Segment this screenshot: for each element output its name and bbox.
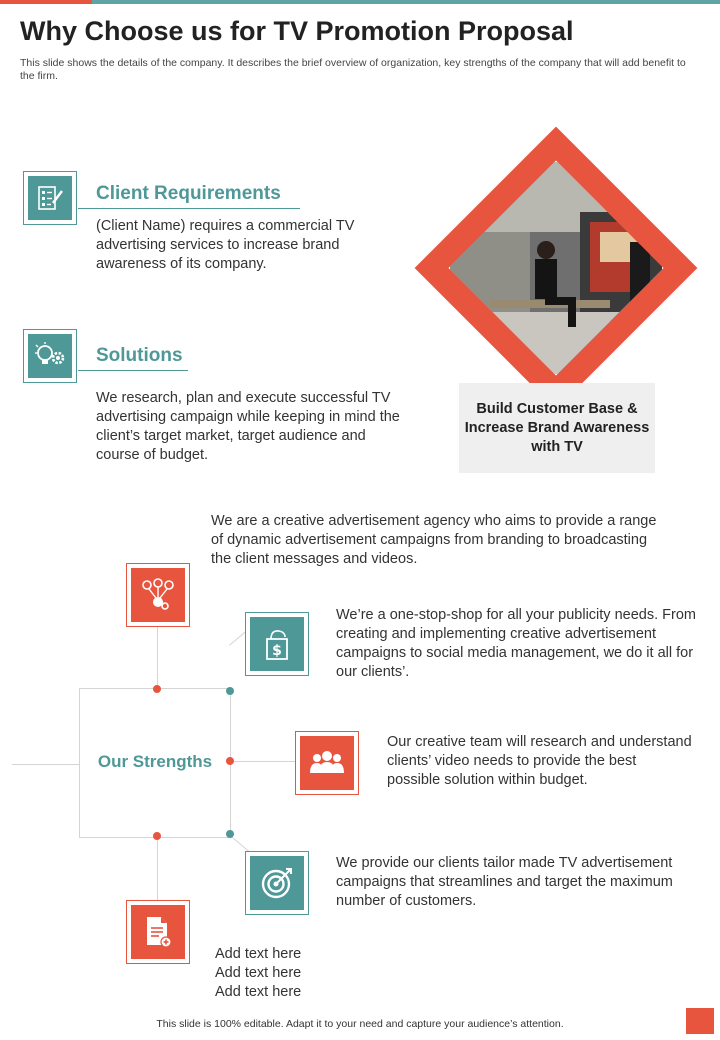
network-icon-box	[126, 563, 190, 627]
connector-team	[229, 761, 295, 762]
page-title: Why Choose us for TV Promotion Proposal	[20, 16, 574, 46]
connector-top-red	[157, 626, 158, 688]
connector-dot	[153, 685, 161, 693]
strength-text-3: Our creative team will research and understand clients’ video needs to provide the best possible solution within budget.	[387, 734, 692, 788]
connector-bottom-red	[157, 836, 158, 902]
placeholder-text: Add text here	[215, 946, 302, 962]
client-requirements-text: (Client Name) requires a commercial TV advertising services to increase brand awareness of its company.	[96, 218, 355, 272]
connector-dot	[226, 757, 234, 765]
client-requirements-underline	[78, 208, 300, 209]
top-bar-teal	[92, 0, 720, 4]
strength-text-4: We provide our clients tailor made TV advertisement campaigns that streamlines and target the maximum number of customers.	[336, 855, 673, 909]
target-icon-box	[245, 851, 309, 915]
feature-caption: Build Customer Base & Increase Brand Awareness with TV	[459, 383, 655, 473]
solutions-text: We research, plan and execute successful TV advertising campaign while keeping in mind the client’s target market, target audience and course of budget.	[96, 390, 400, 463]
diamond-photo-frame	[449, 161, 664, 376]
page-subtitle: This slide shows the details of the company. It describes the brief overview of organization, key strengths of the company that will add benefit to the firm.	[20, 57, 686, 82]
connector-dot	[226, 830, 234, 838]
idea-gear-icon	[34, 341, 66, 371]
solutions-underline	[78, 370, 188, 371]
connector-left	[12, 764, 80, 765]
dollar-tag-icon-box	[245, 612, 309, 676]
bus-stop-photo	[450, 162, 662, 374]
top-bar-red	[0, 0, 92, 4]
connector-dot	[153, 832, 161, 840]
solutions-heading: Solutions	[96, 345, 183, 366]
network-icon	[141, 578, 175, 612]
client-requirements-heading: Client Requirements	[96, 183, 281, 204]
footer-note: This slide is 100% editable. Adapt it to your need and capture your audience’s attention.	[156, 1018, 564, 1030]
corner-square	[686, 1008, 714, 1034]
target-icon	[260, 866, 294, 900]
checklist-icon-box	[23, 171, 77, 225]
strengths-label: Our Strengths	[97, 752, 213, 771]
dollar-tag-icon	[261, 627, 293, 661]
placeholder-text: Add text here	[215, 984, 302, 1000]
document-icon-box	[126, 900, 190, 964]
placeholder-text-group	[215, 945, 415, 1002]
idea-gear-icon-box	[23, 329, 77, 383]
strength-text-1: We are a creative advertisement agency who aims to provide a range of dynamic advertisement campaigns from branding to broadcasting the client messages and videos.	[211, 513, 657, 567]
placeholder-text: Add text here	[215, 965, 302, 981]
connector-dot	[226, 687, 234, 695]
svg-text:$: $	[272, 643, 282, 659]
team-icon-box	[295, 731, 359, 795]
strength-text-2: We’re a one-stop-shop for all your publicity needs. From creating and implementing creative advertisement campaigns to social media management, we do it all for our clients’.	[336, 607, 696, 680]
team-icon	[308, 749, 346, 777]
checklist-icon	[35, 183, 65, 213]
document-icon	[143, 915, 173, 949]
